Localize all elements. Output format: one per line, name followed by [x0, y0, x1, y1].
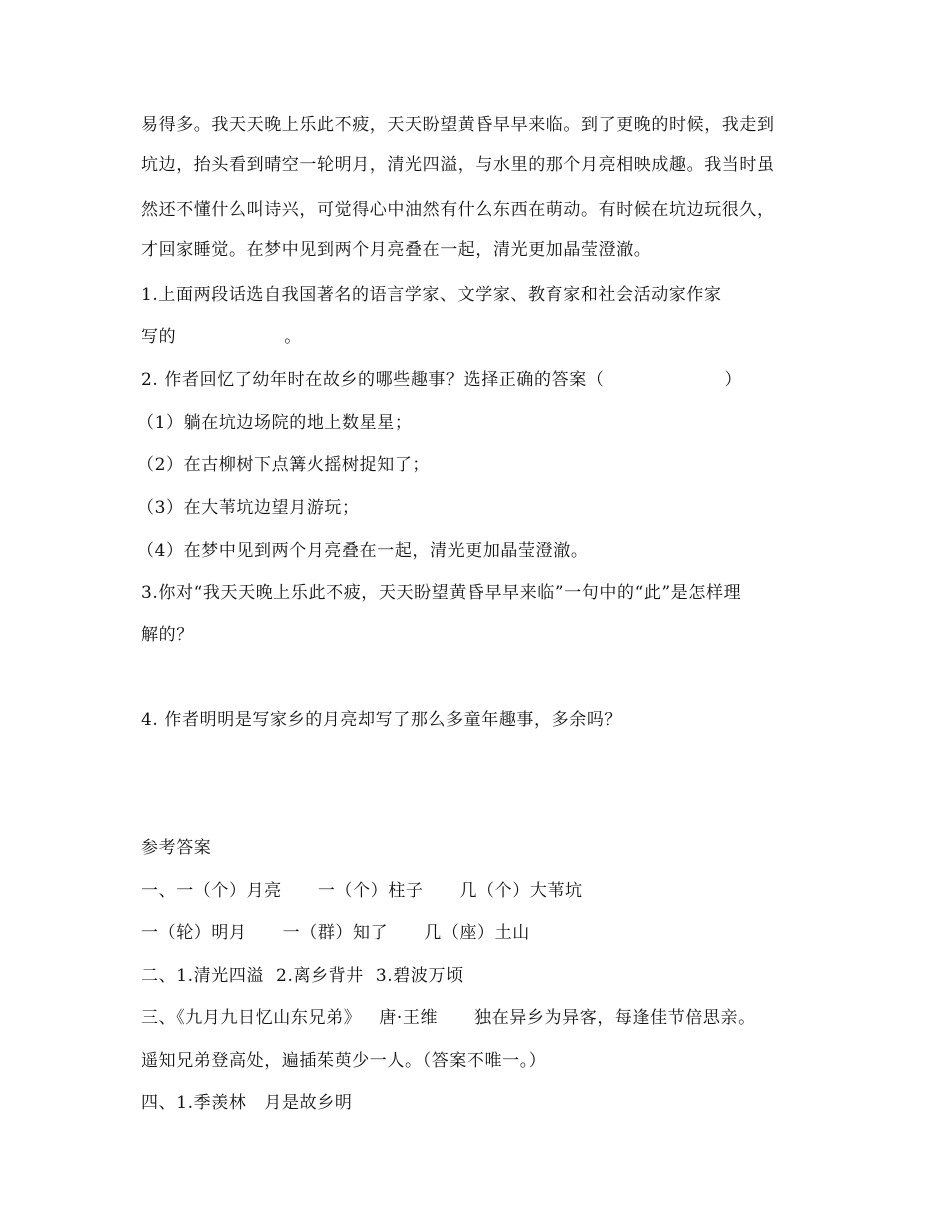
- question-3-text: 3.你对“我天天晚上乐此不疲，天天盼望黄昏早早来临”一句中的“此”是怎样理: [141, 583, 742, 603]
- answer-line: 二、1.清光四溢 2.离乡背井 3.碧波万顷: [141, 966, 464, 986]
- question-2-option: （3）在大苇坑边望月游玩；: [137, 498, 360, 518]
- answer-line: 一（轮）明月 一（群）知了 几（座）土山: [141, 923, 530, 943]
- question-1-blank: 写的 。: [141, 327, 302, 347]
- question-2-text: 2. 作者回忆了幼年时在故乡的哪些趣事？选择正确的答案（ ）: [141, 370, 743, 390]
- question-1-text: 1.上面两段话选自我国著名的语言学家、文学家、教育家和社会活动家作家: [141, 285, 722, 305]
- answer-line: 遥知兄弟登高处，遍插茱萸少一人。（答案不唯一。）: [141, 1051, 547, 1071]
- question-2-option: （4）在梦中见到两个月亮叠在一起，清光更加晶莹澄澈。: [137, 541, 589, 561]
- passage-line: 坑边，抬头看到晴空一轮明月，清光四溢，与水里的那个月亮相映成趣。我当时虽: [141, 155, 775, 175]
- passage-line: 才回家睡觉。在梦中见到两个月亮叠在一起，清光更加晶莹澄澈。: [141, 240, 652, 260]
- passage-line: 然还不懂什么叫诗兴，可觉得心中油然有什么东西在萌动。有时候在坑边玩很久，: [141, 200, 775, 220]
- passage-line: 易得多。我天天晚上乐此不疲，天天盼望黄昏早早来临。到了更晚的时候，我走到: [141, 115, 775, 135]
- question-4-text: 4. 作者明明是写家乡的月亮却写了那么多童年趣事，多余吗？: [141, 710, 623, 730]
- question-2-option: （1）躺在坑边场院的地上数星星；: [137, 413, 413, 433]
- question-2-option: （2）在古柳树下点篝火摇树捉知了；: [137, 455, 431, 475]
- answer-line: 一、一（个）月亮 一（个）柱子 几（个）大苇坑: [141, 881, 583, 901]
- answer-line: 三、《九月九日忆山东兄弟》 唐·王维 独在异乡为异客，每逢佳节倍思亲。: [141, 1008, 756, 1028]
- answers-heading: 参考答案: [141, 838, 212, 858]
- question-3-text: 解的？: [141, 625, 194, 645]
- answer-line: 四、1.季羡林 月是故乡明: [141, 1093, 353, 1113]
